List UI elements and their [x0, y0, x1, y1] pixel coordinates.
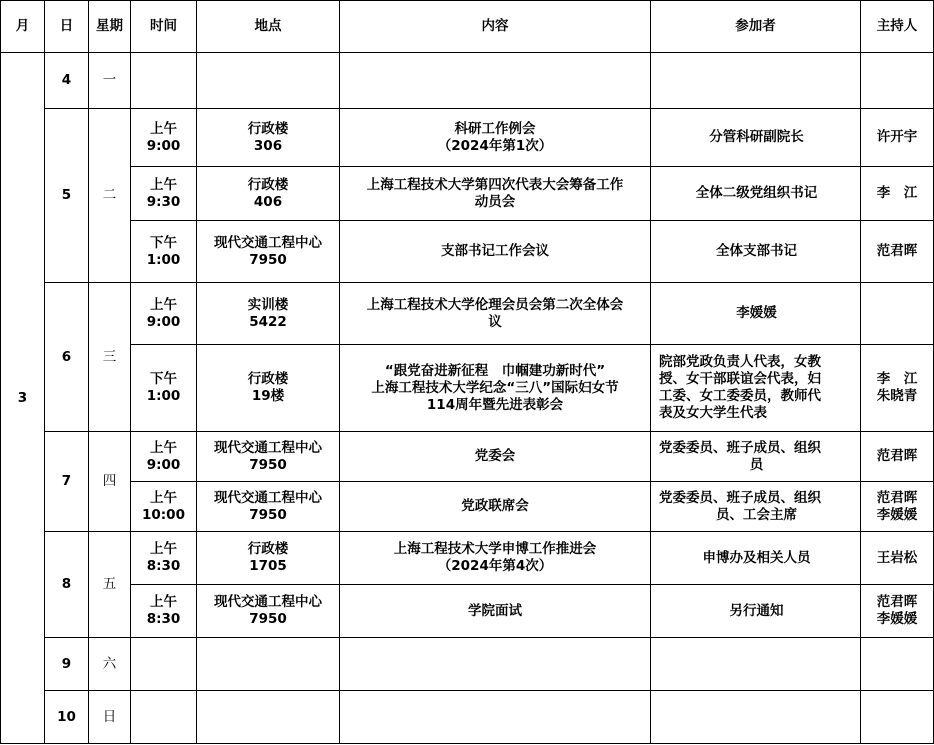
place-room: 7950 [249, 251, 287, 268]
content-cell [340, 167, 651, 221]
col-header-host: 主持人 [861, 1, 934, 53]
time-cell [131, 221, 197, 283]
col-header-weekday: 星期 [89, 1, 131, 53]
host-cell [861, 167, 934, 221]
content-cell [340, 432, 651, 482]
participants-cell [651, 109, 861, 167]
content-line: （2024年第1次） [437, 137, 553, 154]
time-clock: 1:00 [146, 388, 181, 404]
time-period: 上午 [150, 296, 177, 313]
place-cell [197, 283, 340, 345]
content-cell [340, 221, 651, 283]
place-cell [197, 109, 340, 167]
weekday-cell: 六 [89, 638, 131, 691]
table-row [1, 53, 934, 109]
host-cell [861, 283, 934, 345]
host-cell [861, 532, 934, 585]
place-room: 406 [253, 193, 283, 210]
place-room: 7950 [249, 456, 287, 473]
place-building: 行政楼 [247, 541, 289, 557]
time-period: 上午 [150, 176, 177, 193]
time-cell [131, 167, 197, 221]
time-period: 上午 [150, 594, 177, 610]
time-cell [131, 532, 197, 585]
content-line: 动员会 [474, 193, 516, 210]
place-cell [197, 482, 340, 532]
participants-line: 全体二级党组织书记 [695, 185, 818, 201]
table-row [1, 638, 934, 691]
time-period: 上午 [150, 541, 177, 557]
time-period: 上午 [150, 439, 177, 456]
content-line: 上海工程技术大学纪念“三八”国际妇女节 [371, 379, 619, 396]
day-cell: 7 [45, 432, 89, 532]
time-period: 下午 [150, 234, 177, 251]
time-clock: 9:30 [146, 193, 181, 210]
place-cell [197, 53, 340, 109]
host-name: 李 江 [876, 371, 918, 387]
time-clock: 9:00 [146, 137, 181, 154]
content-line: 支部书记工作会议 [441, 243, 549, 259]
place-building: 现代交通工程中心 [214, 489, 322, 506]
weekday-cell: 三 [89, 283, 131, 432]
table-row [1, 482, 934, 532]
participants-cell [651, 53, 861, 109]
table-row [1, 167, 934, 221]
content-cell [340, 532, 651, 585]
day-cell: 6 [45, 283, 89, 432]
participants-line: 全体支部书记 [716, 243, 797, 259]
header-row [1, 1, 934, 53]
place-room: 1705 [249, 558, 287, 574]
time-period: 上午 [150, 120, 177, 137]
content-line: 114周年暨先进表彰会 [426, 396, 564, 413]
participants-line: 院部党政负责人代表，女教 [659, 354, 821, 370]
time-clock: 8:30 [146, 611, 181, 627]
place-cell [197, 585, 340, 638]
participants-cell [651, 167, 861, 221]
weekday-cell: 日 [89, 691, 131, 744]
host-name: 李 江 [876, 185, 918, 201]
weekday-cell: 一 [89, 53, 131, 109]
host-cell [861, 109, 934, 167]
host-cell [861, 691, 934, 744]
place-cell [197, 167, 340, 221]
place-building: 实训楼 [247, 296, 289, 313]
participants-cell [651, 532, 861, 585]
content-line: “跟党奋进新征程 巾帼建功新时代” [384, 362, 606, 379]
table-row [1, 532, 934, 585]
time-cell [131, 482, 197, 532]
participants-line: 申博办及相关人员 [702, 549, 811, 566]
table-row [1, 109, 934, 167]
time-cell [131, 638, 197, 691]
content-line: 科研工作例会 [454, 120, 536, 137]
content-cell [340, 638, 651, 691]
host-name: 许开宇 [876, 129, 918, 145]
content-cell [340, 109, 651, 167]
content-cell [340, 345, 651, 432]
place-cell [197, 691, 340, 744]
col-header-day: 日 [45, 1, 89, 53]
host-name: 范君晖 [876, 243, 918, 259]
host-cell [861, 638, 934, 691]
day-cell: 4 [45, 53, 89, 109]
participants-cell [651, 345, 861, 432]
participants-cell [651, 482, 861, 532]
weekday-cell: 二 [89, 109, 131, 283]
content-cell [340, 283, 651, 345]
time-cell [131, 585, 197, 638]
place-cell [197, 638, 340, 691]
time-cell [131, 432, 197, 482]
participants-cell [651, 283, 861, 345]
place-building: 行政楼 [247, 176, 289, 193]
place-building: 现代交通工程中心 [214, 234, 322, 251]
place-building: 行政楼 [247, 120, 289, 137]
content-cell [340, 53, 651, 109]
place-cell [197, 221, 340, 283]
participants-line: 员 [749, 456, 764, 473]
day-cell: 5 [45, 109, 89, 283]
time-period: 上午 [150, 489, 177, 506]
content-line: （2024年第4次） [437, 558, 553, 574]
host-name: 范君晖 [876, 489, 918, 506]
table-row [1, 283, 934, 345]
content-line: 学院面试 [468, 602, 522, 619]
time-clock: 1:00 [146, 251, 181, 268]
time-cell [131, 109, 197, 167]
weekday-cell: 五 [89, 532, 131, 638]
host-cell [861, 482, 934, 532]
place-room: 7950 [249, 611, 287, 627]
content-line: 上海工程技术大学申博工作推进会 [393, 541, 597, 557]
col-header-participants: 参加者 [651, 1, 861, 53]
participants-line: 李媛媛 [736, 305, 777, 321]
host-name: 李媛媛 [876, 506, 918, 523]
host-cell [861, 221, 934, 283]
participants-line: 党委委员、班子成员、组织 [659, 489, 821, 506]
col-header-time: 时间 [131, 1, 197, 53]
content-cell [340, 691, 651, 744]
participants-cell [651, 432, 861, 482]
host-cell [861, 345, 934, 432]
month-cell: 3 [1, 53, 45, 744]
time-clock: 9:00 [146, 313, 181, 330]
content-cell [340, 482, 651, 532]
place-room: 5422 [249, 313, 287, 330]
participants-line: 员、工会主席 [716, 506, 797, 523]
participants-line: 表及女大学生代表 [659, 405, 767, 421]
participants-line: 授、女干部联谊会代表，妇 [659, 371, 821, 387]
time-cell [131, 691, 197, 744]
time-cell [131, 345, 197, 432]
content-line: 上海工程技术大学伦理会员会第二次全体会 [366, 296, 624, 313]
place-cell [197, 432, 340, 482]
table-row [1, 585, 934, 638]
place-building: 现代交通工程中心 [214, 439, 322, 456]
time-clock: 8:30 [146, 558, 181, 574]
content-line: 上海工程技术大学第四次代表大会筹备工作 [366, 176, 624, 193]
day-cell: 9 [45, 638, 89, 691]
col-header-place: 地点 [197, 1, 340, 53]
participants-line: 另行通知 [729, 602, 784, 619]
participants-line: 工委、女工委委员，教师代 [659, 388, 821, 404]
host-cell [861, 585, 934, 638]
place-building: 行政楼 [247, 371, 289, 387]
content-cell [340, 585, 651, 638]
table-row [1, 345, 934, 432]
place-cell [197, 345, 340, 432]
col-header-content: 内容 [340, 1, 651, 53]
content-line: 党政联席会 [461, 498, 529, 514]
host-cell [861, 432, 934, 482]
time-cell [131, 53, 197, 109]
participants-cell [651, 691, 861, 744]
place-room: 306 [253, 137, 283, 154]
place-room: 7950 [249, 506, 287, 523]
participants-line: 分管科研副院长 [709, 129, 804, 145]
table-row [1, 432, 934, 482]
time-clock: 9:00 [146, 456, 181, 473]
host-name: 李媛媛 [876, 611, 918, 627]
place-building: 现代交通工程中心 [214, 594, 322, 610]
table-row [1, 691, 934, 744]
host-name: 朱晓青 [876, 388, 918, 404]
participants-line: 党委委员、班子成员、组织 [659, 439, 821, 456]
host-name: 范君晖 [876, 448, 918, 464]
table-row [1, 221, 934, 283]
day-cell: 8 [45, 532, 89, 638]
day-cell: 10 [45, 691, 89, 744]
participants-cell [651, 585, 861, 638]
participants-cell [651, 638, 861, 691]
time-period: 下午 [150, 371, 177, 387]
time-cell [131, 283, 197, 345]
host-name: 王岩松 [876, 549, 918, 566]
col-header-month: 月 [1, 1, 45, 53]
host-name: 范君晖 [876, 594, 918, 610]
participants-cell [651, 221, 861, 283]
place-room: 19楼 [251, 388, 285, 404]
time-clock: 10:00 [142, 506, 185, 523]
content-line: 议 [488, 313, 502, 330]
weekday-cell: 四 [89, 432, 131, 532]
place-cell [197, 532, 340, 585]
content-line: 党委会 [474, 448, 516, 464]
host-cell [861, 53, 934, 109]
